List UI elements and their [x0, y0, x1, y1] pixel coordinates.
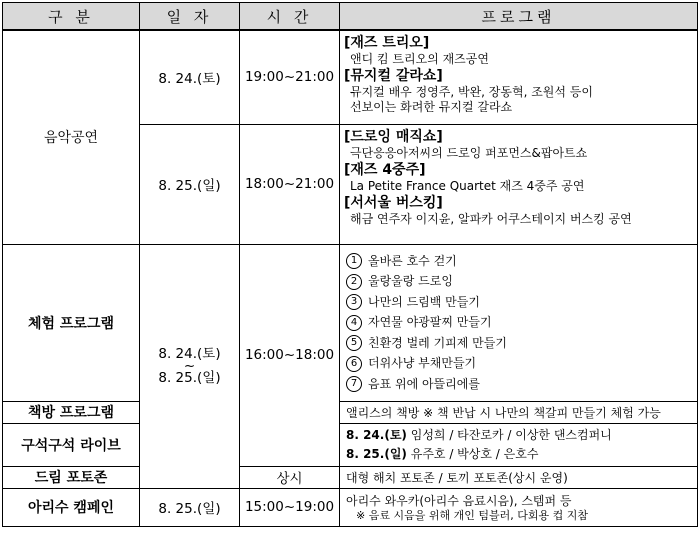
program-cell: 앨리스의 책방 ※ 책 반납 시 나만의 책갈피 만들기 체험 가능: [340, 401, 698, 423]
list-item-text: 자연물 야광팔찌 만들기: [368, 315, 492, 330]
category-experience: 체험 프로그램: [3, 244, 140, 401]
header-program: 프로그램: [340, 3, 698, 31]
table-row: [3, 401, 698, 423]
list-item: [342, 292, 695, 313]
header-time: 시 간: [240, 3, 340, 31]
program-desc: La Petite France Quartet 재즈 4중주 공연: [350, 178, 585, 193]
program-cell: [340, 30, 698, 124]
live-performers: 유주호 / 박상호 / 은호수: [410, 446, 539, 461]
circled-number: 2: [346, 274, 362, 290]
time-cell: 상시: [240, 466, 340, 488]
circled-number: 4: [346, 315, 362, 331]
live-date: 8. 24.(토): [346, 427, 407, 442]
circled-number: 7: [346, 376, 362, 392]
program-desc: 앤디 킴 트리오의 재즈공연: [350, 52, 489, 66]
list-item-text: 올바른 호수 걷기: [368, 253, 457, 268]
program-title: [재즈 4중주]: [344, 161, 426, 178]
category-live: 구석구석 라이브: [3, 423, 140, 466]
program-desc: 선보이는 화려한 뮤지컬 갈라쇼: [350, 100, 513, 114]
date-separator: ~: [183, 358, 196, 374]
program-title: [서서울 버스킹]: [344, 194, 443, 211]
list-item: [342, 312, 695, 333]
time-cell: 16:00~18:00: [240, 244, 340, 466]
header-category: 구 분: [3, 3, 140, 31]
program-title: [재즈 트리오]: [344, 35, 430, 51]
circled-number: 6: [346, 356, 362, 372]
table-row: [3, 466, 698, 488]
category-bookroom: 책방 프로그램: [3, 401, 140, 423]
list-item: [342, 251, 695, 272]
date-cell: 8. 24.(토): [140, 30, 240, 124]
campaign-program: 아리수 와우카(아리수 음료시음), 스템퍼 등: [346, 493, 572, 508]
list-item: [342, 333, 695, 354]
category-photo: 드림 포토존: [3, 466, 140, 488]
list-item-text: 울랑울랑 드로잉: [368, 274, 453, 289]
time-cell: 19:00~21:00: [240, 30, 340, 124]
table-row: [3, 488, 698, 526]
header-row: [3, 3, 698, 31]
list-item-text: 음표 위에 아뜰리에를: [368, 376, 480, 391]
list-item-text: 더위사냥 부채만들기: [368, 356, 477, 371]
list-item-text: 나만의 드림백 만들기: [368, 294, 480, 309]
table-row: [3, 423, 698, 466]
list-item: [342, 353, 695, 374]
date-cell: 8. 25.(일): [140, 124, 240, 244]
program-title: [드로잉 매직쇼]: [344, 128, 443, 145]
list-item: [342, 271, 695, 292]
date-to: 8. 25.(일): [158, 370, 221, 386]
live-date: 8. 25.(일): [346, 446, 407, 461]
date-from: 8. 24.(토): [158, 346, 221, 362]
live-line: [346, 426, 691, 445]
schedule-table: [2, 2, 698, 527]
time-cell: 15:00~19:00: [240, 488, 340, 526]
live-performers: 임성희 / 타잔로카 / 이상한 댄스컴퍼니: [410, 427, 612, 442]
program-title: [뮤지컬 갈라쇼]: [344, 68, 443, 84]
category-music: 음악공연: [3, 30, 140, 244]
table-row: [3, 244, 698, 401]
table-row: [3, 30, 698, 124]
schedule-table-wrapper: [2, 2, 698, 527]
live-line: [346, 445, 691, 464]
circled-number: 5: [346, 335, 362, 351]
program-cell: [340, 124, 698, 244]
experience-list: [340, 244, 698, 401]
circled-number: 3: [346, 294, 362, 310]
program-cell: [340, 488, 698, 526]
program-desc: 해금 연주자 이지윤, 알파카 어쿠스테이지 버스킹 공연: [350, 211, 632, 226]
program-desc: 극단응응아저씨의 드로잉 퍼포먼스&팝아트쇼: [350, 145, 588, 160]
program-cell: [340, 423, 698, 466]
date-range-cell: [140, 244, 240, 488]
circled-number: 1: [346, 253, 362, 269]
date-cell: 8. 25.(일): [140, 488, 240, 526]
program-cell: 대형 해치 포토존 / 토끼 포토존(상시 운영): [340, 466, 698, 488]
header-date: 일 자: [140, 3, 240, 31]
list-item: [342, 374, 695, 395]
time-cell: 18:00~21:00: [240, 124, 340, 244]
program-desc: 뮤지컬 배우 정영주, 박완, 장동혁, 조원석 등이: [350, 85, 593, 99]
list-item-text: 친환경 벌레 기피제 만들기: [368, 335, 507, 350]
campaign-note: ※ 음료 시음을 위해 개인 텀블러, 다회용 컵 지참: [356, 508, 588, 522]
category-campaign: 아리수 캠페인: [3, 488, 140, 526]
